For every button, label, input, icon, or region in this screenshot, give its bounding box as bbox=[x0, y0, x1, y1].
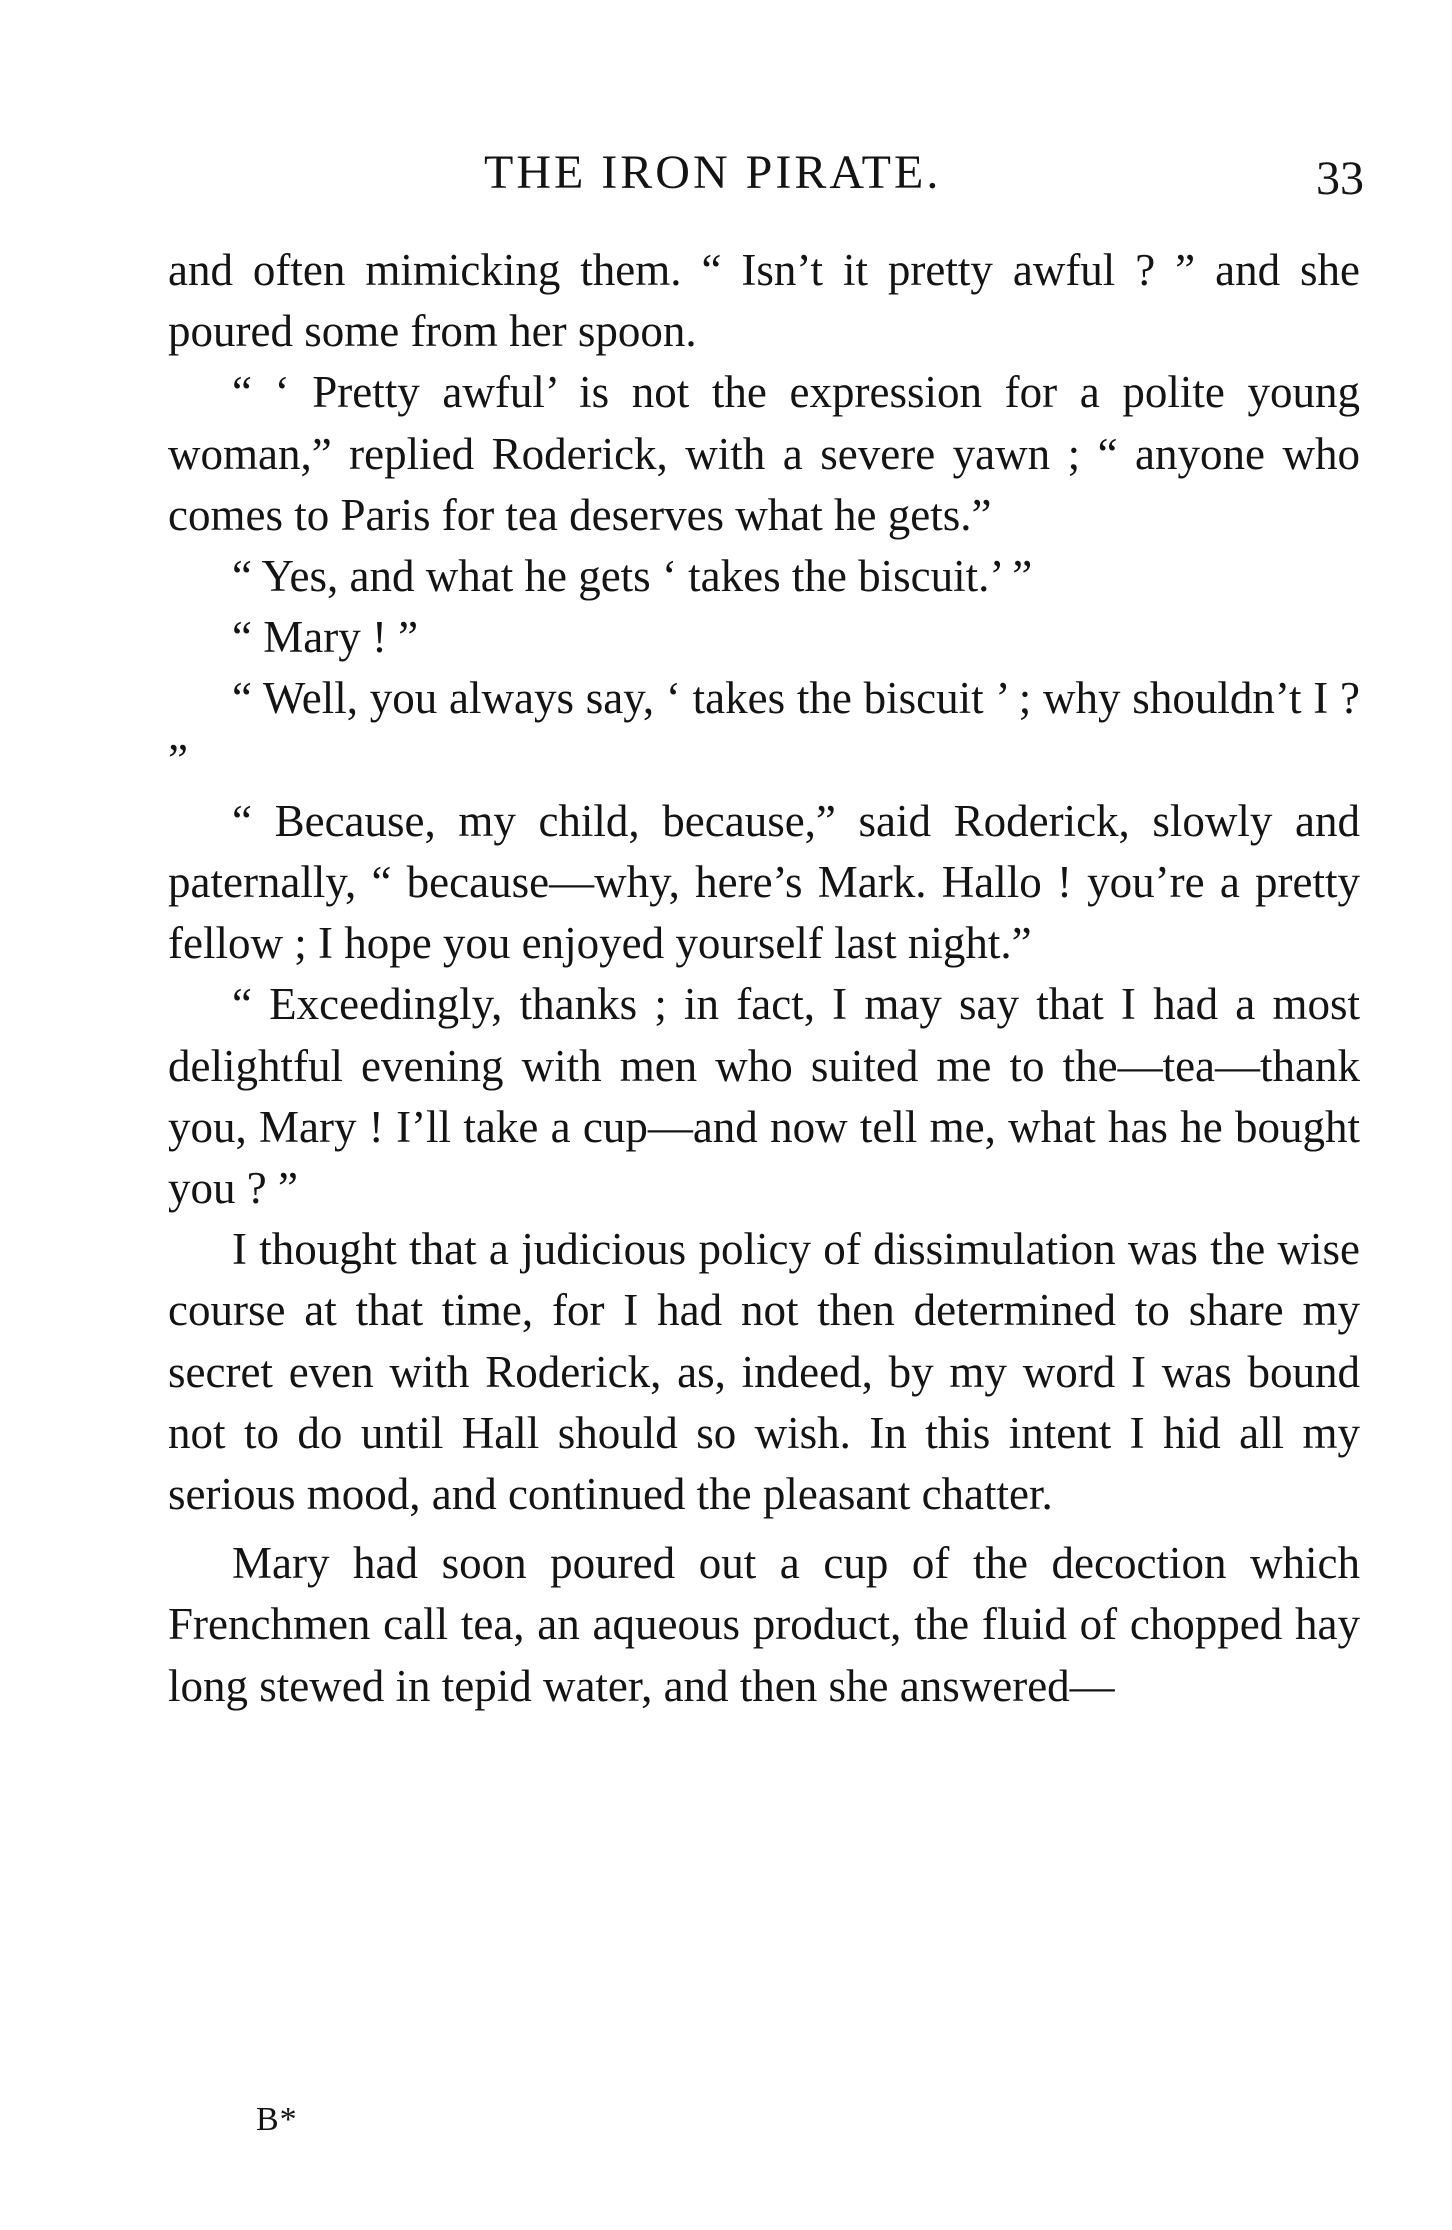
paragraph-5: “ Well, you always say, ‘ takes the biscuit ’ ; why shouldn’t I ? ” bbox=[168, 673, 1360, 785]
paragraph-8: I thought that a judicious policy of dissimulation was the wise course at that time, for I had not then determined to share my secret even with Roderick, as, indeed, by my word I was bound not to do until Hall should so wish. In this intent I hid all my serious mood, and continued the pleasant chatter. bbox=[168, 1224, 1360, 1520]
paragraph-3: “ Yes, and what he gets ‘ takes the biscuit.’ ” bbox=[232, 551, 1033, 602]
page-number: 33 bbox=[1316, 152, 1364, 205]
paragraph-6: “ Because, my child, because,” said Roderick, slowly and paternally, “ because—why, here’s Mark. Hallo ! you’re a pretty fellow ; I hope you enjoyed yourself last night.” bbox=[168, 795, 1360, 969]
paragraph-7: “ Exceedingly, thanks ; in fact, I may say that I had a most delightful evening with men who suited me to the—tea—thank you, Mary ! I’ll take a cup—and now tell me, what has he bought you ? ” bbox=[168, 979, 1360, 1214]
paragraph-2: “ ‘ Pretty awful’ is not the expression for a polite young woman,” replied Roderick, with a severe yawn ; “ anyone who comes to Paris for tea deserves what he gets.” bbox=[168, 367, 1360, 540]
body-text bbox=[168, 240, 1360, 1717]
signature-mark: B* bbox=[256, 2101, 298, 2138]
paragraph-4: “ Mary ! ” bbox=[232, 612, 419, 663]
paragraph-1: and often mimicking them. “ Isn’t it pretty awful ? ” and she poured some from her spoon. bbox=[168, 245, 1360, 357]
running-title: THE IRON PIRATE. bbox=[484, 146, 942, 199]
paragraph-9: Mary had soon poured out a cup of the decoction which Frenchmen call tea, an aqueous product, the fluid of chopped hay long stewed in tepid water, and then she answered— bbox=[168, 1538, 1360, 1711]
running-header bbox=[0, 138, 1452, 208]
